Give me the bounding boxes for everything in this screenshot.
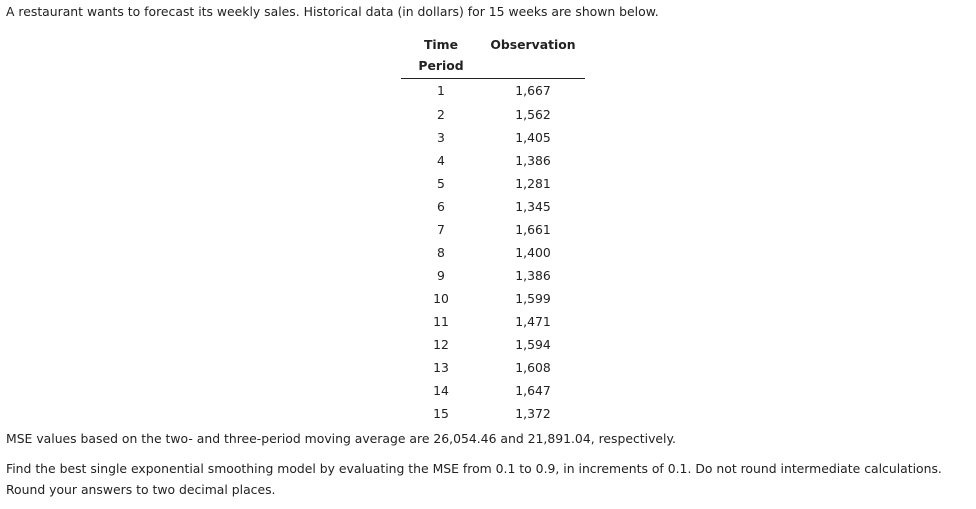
table-row bbox=[401, 287, 585, 310]
table-row bbox=[401, 79, 585, 104]
table-row bbox=[401, 264, 585, 287]
period-cell: 7 bbox=[437, 222, 445, 237]
observation-cell: 1,594 bbox=[515, 337, 551, 352]
instructions-text: Find the best single exponential smoothing model by evaluating the MSE from 0.1 to 0.9, in increments of 0.1. Do not round intermediate calculations. Round your answers to two decimal places. bbox=[6, 461, 942, 497]
mse-note: MSE values based on the two- and three-period moving average are 26,054.46 and 21,891.04, respectively. bbox=[6, 431, 676, 446]
observation-cell: 1,386 bbox=[515, 268, 551, 283]
observation-cell: 1,372 bbox=[515, 406, 551, 421]
period-cell: 4 bbox=[437, 153, 445, 168]
period-cell: 5 bbox=[437, 176, 445, 191]
period-cell: 3 bbox=[437, 130, 445, 145]
table-row bbox=[401, 402, 585, 425]
table-row bbox=[401, 218, 585, 241]
observation-cell: 1,647 bbox=[515, 383, 551, 398]
observation-cell: 1,667 bbox=[515, 83, 551, 98]
table-header-row bbox=[401, 34, 585, 79]
observation-cell: 1,471 bbox=[515, 314, 551, 329]
observation-cell: 1,400 bbox=[515, 245, 551, 260]
sales-data-table bbox=[401, 34, 585, 425]
problem-intro: A restaurant wants to forecast its weekly sales. Historical data (in dollars) for 15 weeks are shown below. bbox=[6, 4, 659, 19]
period-cell: 11 bbox=[433, 314, 449, 329]
period-cell: 8 bbox=[437, 245, 445, 260]
table-row bbox=[401, 310, 585, 333]
table-row bbox=[401, 333, 585, 356]
period-cell: 2 bbox=[437, 107, 445, 122]
observation-cell: 1,281 bbox=[515, 176, 551, 191]
table-row bbox=[401, 103, 585, 126]
period-cell: 14 bbox=[433, 383, 449, 398]
observation-cell: 1,345 bbox=[515, 199, 551, 214]
period-cell: 12 bbox=[433, 337, 449, 352]
period-cell: 10 bbox=[433, 291, 449, 306]
table-row bbox=[401, 172, 585, 195]
table-row bbox=[401, 241, 585, 264]
observation-cell: 1,386 bbox=[515, 153, 551, 168]
time-header-line2: Period bbox=[418, 58, 464, 73]
table-row bbox=[401, 149, 585, 172]
period-cell: 1 bbox=[437, 83, 445, 98]
table-row bbox=[401, 126, 585, 149]
observation-cell: 1,599 bbox=[515, 291, 551, 306]
observation-header: Observation bbox=[481, 34, 585, 79]
observation-cell: 1,608 bbox=[515, 360, 551, 375]
table-row bbox=[401, 195, 585, 218]
observation-cell: 1,405 bbox=[515, 130, 551, 145]
table-row bbox=[401, 356, 585, 379]
period-cell: 6 bbox=[437, 199, 445, 214]
period-cell: 9 bbox=[437, 268, 445, 283]
observation-cell: 1,562 bbox=[515, 107, 551, 122]
time-header-line1: Time bbox=[423, 37, 458, 52]
observation-cell: 1,661 bbox=[515, 222, 551, 237]
period-cell: 15 bbox=[433, 406, 449, 421]
table-row bbox=[401, 379, 585, 402]
time-period-header bbox=[401, 34, 481, 79]
period-cell: 13 bbox=[433, 360, 449, 375]
